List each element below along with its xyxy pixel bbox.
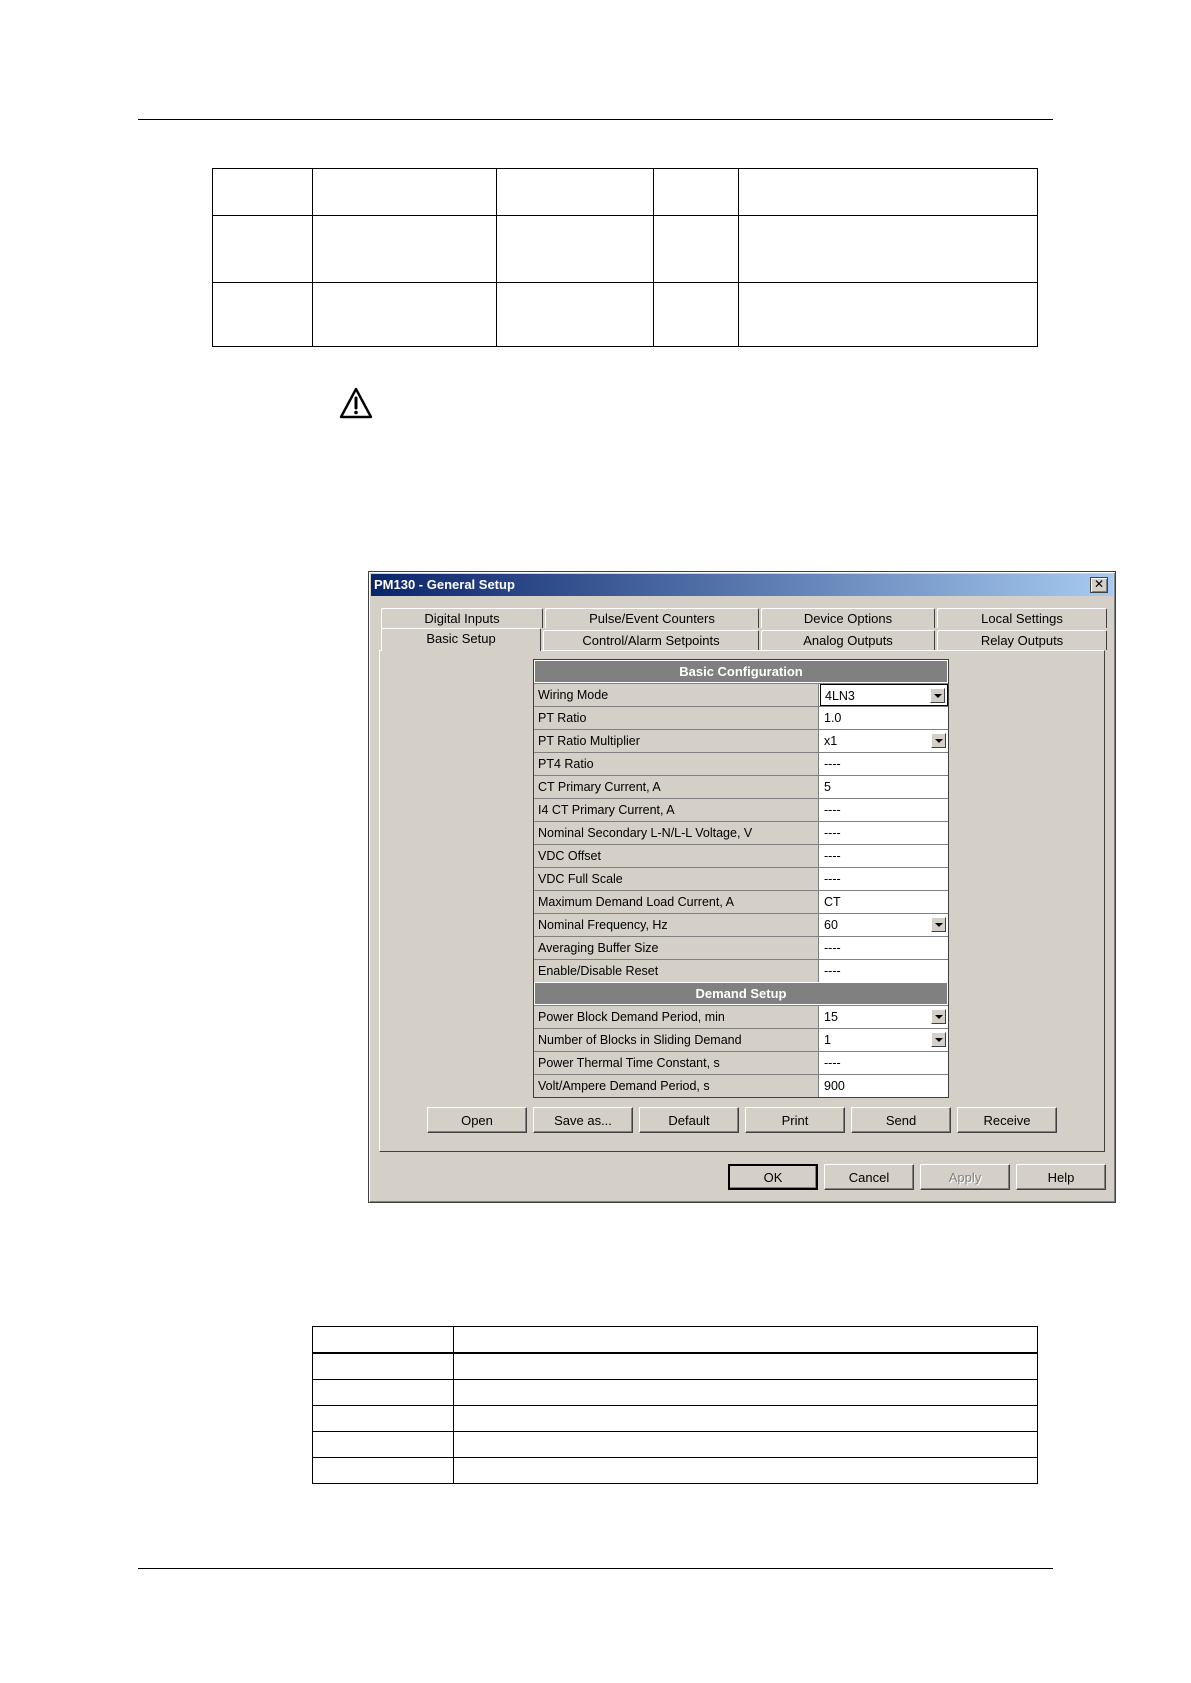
top-table — [212, 168, 1038, 347]
table-row — [213, 283, 1038, 347]
wiring-mode-select[interactable]: 4LN3 — [820, 684, 948, 706]
dialog-title: PM130 - General Setup — [374, 577, 515, 592]
grid-row-label: CT Primary Current, A — [534, 776, 819, 798]
table-row — [313, 1327, 1038, 1354]
grid-row-label: VDC Offset — [534, 845, 819, 867]
chevron-down-icon[interactable] — [930, 688, 945, 703]
warning-icon — [338, 386, 374, 420]
tab-analog-outputs[interactable]: Analog Outputs — [761, 630, 935, 650]
power-block-demand-period-select[interactable]: 15 — [820, 1006, 948, 1028]
tab-digital-inputs[interactable]: Digital Inputs — [381, 608, 543, 628]
grid-row-power-thermal-time-constant[interactable] — [534, 1051, 948, 1074]
dialog-titlebar — [371, 574, 1113, 596]
i4-ct-primary-current-field[interactable]: ---- — [820, 799, 948, 821]
grid-row-vdc-offset[interactable] — [534, 844, 948, 867]
tab-pulse-event-counters[interactable]: Pulse/Event Counters — [545, 608, 759, 628]
close-icon: ✕ — [1093, 577, 1105, 591]
footer-rule — [138, 1568, 1053, 1569]
ct-primary-current-field[interactable]: 5 — [820, 776, 948, 798]
grid-row-label: Averaging Buffer Size — [534, 937, 819, 959]
grid-row-label: PT Ratio — [534, 707, 819, 729]
table-row — [313, 1406, 1038, 1432]
table-row — [313, 1353, 1038, 1380]
general-setup-dialog — [368, 571, 1116, 1203]
enable-disable-reset-field[interactable]: ---- — [820, 960, 948, 982]
grid-row-vdc-full-scale[interactable] — [534, 867, 948, 890]
open-button[interactable]: Open — [427, 1107, 527, 1133]
grid-row-label: I4 CT Primary Current, A — [534, 799, 819, 821]
print-button[interactable]: Print — [745, 1107, 845, 1133]
tab-control-alarm-setpoints[interactable]: Control/Alarm Setpoints — [543, 630, 759, 650]
grid-row-label: Number of Blocks in Sliding Demand — [534, 1029, 819, 1051]
apply-button[interactable]: Apply — [920, 1164, 1010, 1190]
pt4-ratio-field[interactable]: ---- — [820, 753, 948, 775]
vdc-offset-field[interactable]: ---- — [820, 845, 948, 867]
pt-ratio-field[interactable]: 1.0 — [820, 707, 948, 729]
grid-row-blocks-in-sliding-demand[interactable] — [534, 1028, 948, 1051]
save-as-button[interactable]: Save as... — [533, 1107, 633, 1133]
default-button[interactable]: Default — [639, 1107, 739, 1133]
blocks-in-sliding-demand-select[interactable]: 1 — [820, 1029, 948, 1051]
grid-row-i4-ct-primary-current[interactable] — [534, 798, 948, 821]
bottom-table — [312, 1326, 1038, 1484]
grid-row-averaging-buffer-size[interactable] — [534, 936, 948, 959]
help-button[interactable]: Help — [1016, 1164, 1106, 1190]
grid-row-label: Wiring Mode — [534, 684, 819, 706]
table-row — [313, 1380, 1038, 1406]
grid-row-nominal-secondary-voltage[interactable] — [534, 821, 948, 844]
close-button[interactable] — [1090, 577, 1108, 593]
tab-basic-setup[interactable]: Basic Setup — [381, 628, 541, 651]
table-row — [213, 169, 1038, 216]
cancel-button[interactable]: Cancel — [824, 1164, 914, 1190]
send-button[interactable]: Send — [851, 1107, 951, 1133]
grid-row-label: PT4 Ratio — [534, 753, 819, 775]
grid-row-label: PT Ratio Multiplier — [534, 730, 819, 752]
table-row — [213, 216, 1038, 283]
grid-row-pt-ratio[interactable] — [534, 706, 948, 729]
grid-row-enable-disable-reset[interactable] — [534, 959, 948, 982]
grid-row-pt4-ratio[interactable] — [534, 752, 948, 775]
power-thermal-time-constant-field[interactable]: ---- — [820, 1052, 948, 1074]
tab-device-options[interactable]: Device Options — [761, 608, 935, 628]
basic-setup-panel — [379, 650, 1105, 1152]
grid-row-ct-primary-current[interactable] — [534, 775, 948, 798]
grid-row-label: Nominal Secondary L-N/L-L Voltage, V — [534, 822, 819, 844]
grid-row-power-block-demand-period[interactable] — [534, 1005, 948, 1028]
grid-row-wiring-mode[interactable] — [534, 683, 948, 706]
chevron-down-icon[interactable] — [931, 917, 946, 932]
grid-row-nominal-frequency[interactable] — [534, 913, 948, 936]
receive-button[interactable]: Receive — [957, 1107, 1057, 1133]
grid-row-label: Power Block Demand Period, min — [534, 1006, 819, 1028]
volt-ampere-demand-period-field[interactable]: 900 — [820, 1075, 948, 1097]
section-header-demand-setup: Demand Setup — [534, 982, 948, 1005]
chevron-down-icon[interactable] — [931, 1009, 946, 1024]
grid-row-volt-ampere-demand-period[interactable] — [534, 1074, 948, 1097]
grid-row-label: Maximum Demand Load Current, A — [534, 891, 819, 913]
max-demand-load-current-field[interactable]: CT — [820, 891, 948, 913]
grid-row-label: Volt/Ampere Demand Period, s — [534, 1075, 819, 1097]
chevron-down-icon[interactable] — [931, 733, 946, 748]
tab-relay-outputs[interactable]: Relay Outputs — [937, 630, 1107, 650]
pt-ratio-multiplier-select[interactable]: x1 — [820, 730, 948, 752]
header-rule — [138, 119, 1053, 120]
nominal-secondary-voltage-field[interactable]: ---- — [820, 822, 948, 844]
grid-row-label: VDC Full Scale — [534, 868, 819, 890]
grid-row-pt-ratio-multiplier[interactable] — [534, 729, 948, 752]
setup-grid — [533, 659, 949, 1098]
tab-local-settings[interactable]: Local Settings — [937, 608, 1107, 628]
grid-row-label: Nominal Frequency, Hz — [534, 914, 819, 936]
grid-row-label: Power Thermal Time Constant, s — [534, 1052, 819, 1074]
section-header-basic-configuration: Basic Configuration — [534, 660, 948, 683]
grid-row-label: Enable/Disable Reset — [534, 960, 819, 982]
ok-button[interactable]: OK — [728, 1164, 818, 1190]
grid-row-max-demand-load-current[interactable] — [534, 890, 948, 913]
vdc-full-scale-field[interactable]: ---- — [820, 868, 948, 890]
nominal-frequency-select[interactable]: 60 — [820, 914, 948, 936]
table-row — [313, 1458, 1038, 1484]
chevron-down-icon[interactable] — [931, 1032, 946, 1047]
table-row — [313, 1432, 1038, 1458]
averaging-buffer-size-field[interactable]: ---- — [820, 937, 948, 959]
